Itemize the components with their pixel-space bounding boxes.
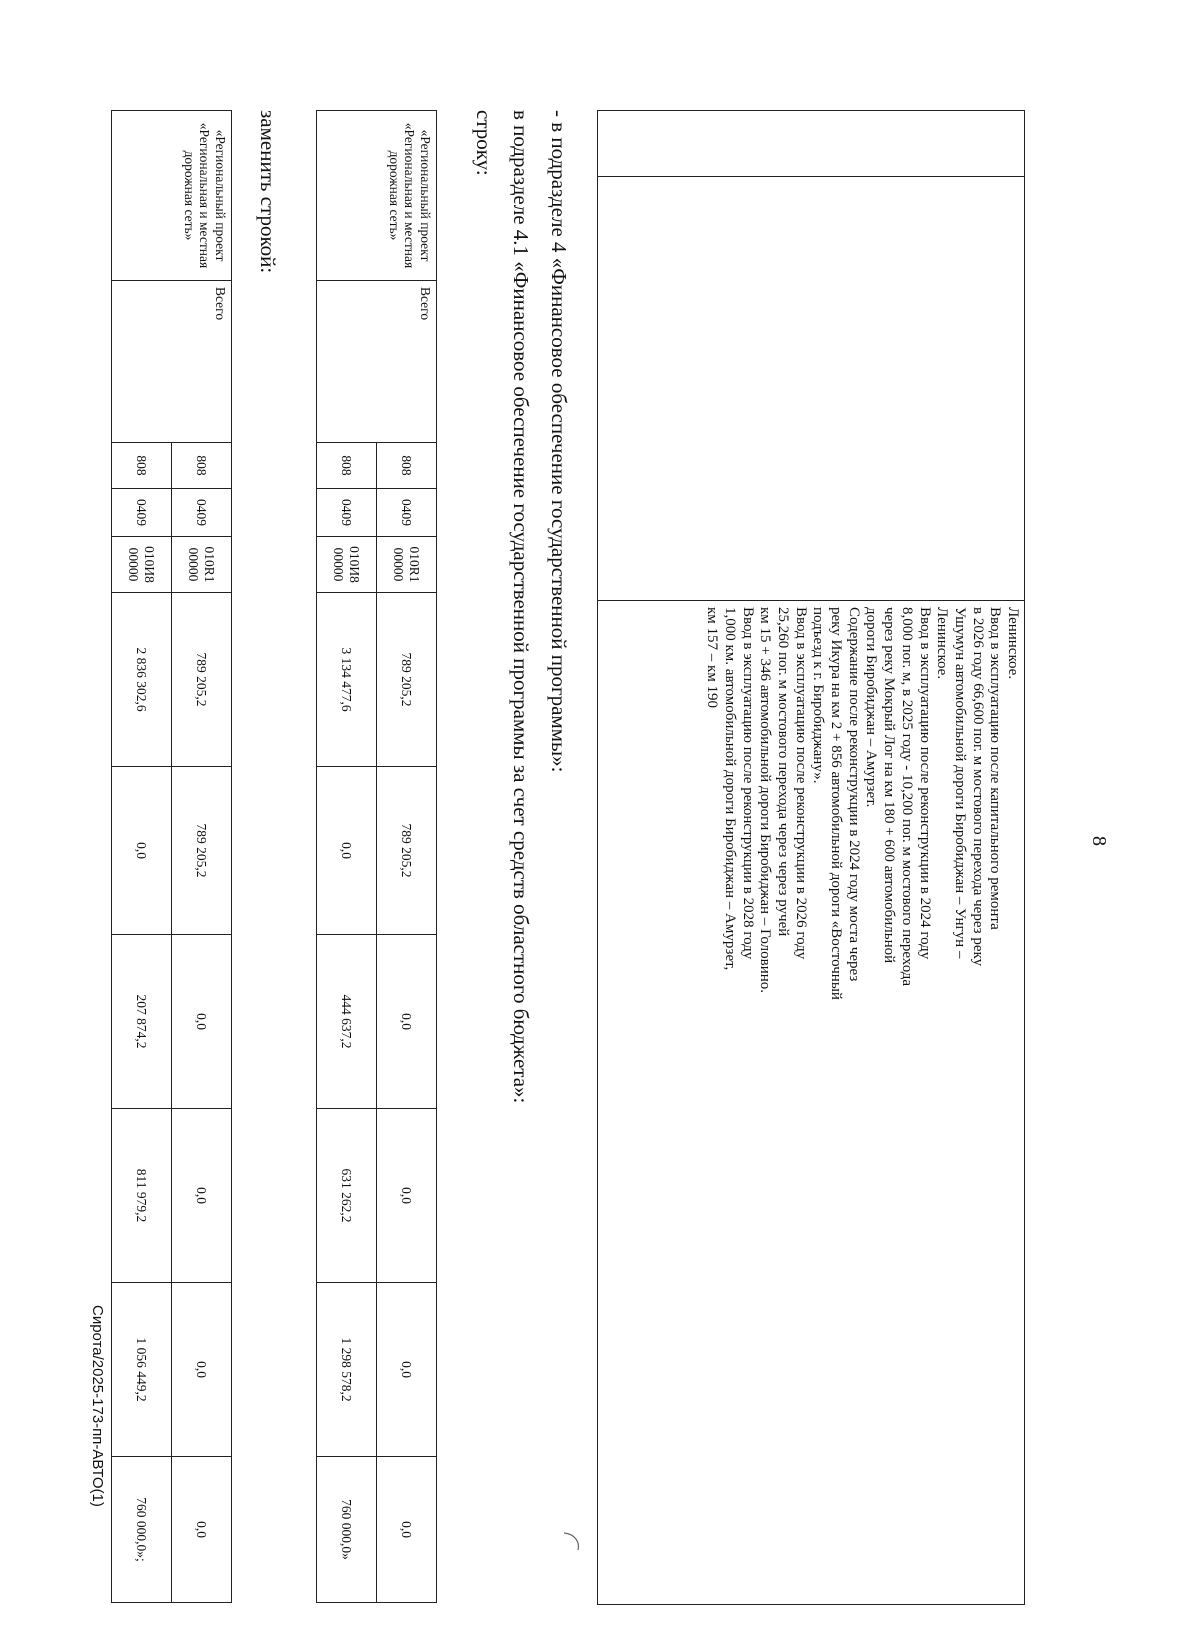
project-name: «Региональный проект «Региональная и местная дорожная сеть» [317, 111, 437, 281]
measure-line: Ленинское. [934, 607, 951, 680]
year-2027-cell: 0,0 [377, 1283, 437, 1457]
year-2028-cell: 760 000,0» [317, 1457, 377, 1603]
measures-empty-cell-1 [598, 111, 1025, 177]
year-2024-cell: 789 205,2 [172, 767, 232, 935]
measure-line: км 15 + 346 автомобильной дороги Биробиджан – Головино. [757, 607, 774, 994]
year-2028-cell: 760 000,0»; [112, 1457, 172, 1603]
measure-line: через реку Мокрый Лог на км 180 + 600 автомобильной [881, 607, 898, 964]
measure-line: Ввод в эксплуатацию после реконструкции в 2028 году [739, 607, 756, 960]
grbs-cell: 808 [112, 443, 172, 489]
year-2025-cell: 0,0 [172, 935, 232, 1109]
table-row [377, 111, 437, 1603]
year-2026-cell: 0,0 [377, 1109, 437, 1283]
year-2026-cell: 811 979,2 [112, 1109, 172, 1283]
measure-line: Содержание после реконструкции в 2024 году моста через [845, 607, 862, 982]
grbs-cell: 808 [377, 443, 437, 489]
footer-document-code: Сирота/2025-173-пп-АВТО(1) [89, 1305, 106, 1507]
year-2024-cell: 789 205,2 [377, 767, 437, 935]
year-2027-cell: 0,0 [172, 1283, 232, 1457]
project-name: «Региональный проект «Региональная и местная дорожная сеть» [112, 111, 232, 281]
rzpr-cell: 0409 [317, 489, 377, 537]
measures-table [597, 110, 1025, 1605]
measure-line: 1,000 км. автомобильной дороги Биробиджан – Амурзет, [722, 607, 738, 971]
total-label: Всего [317, 281, 437, 443]
measures-description-cell [598, 601, 1025, 1605]
measure-line: реку Икура на км 2 + 856 автомобильной дороги «Восточный [828, 607, 845, 1000]
year-2024-cell: 0,0 [112, 767, 172, 935]
measure-line: км 157 – км 190 [704, 607, 721, 709]
year-2025-cell: 207 874,2 [112, 935, 172, 1109]
instruction-section41: в подразделе 4.1 «Финансовое обеспечение государственной программы за счет средств областного бюджета»: [509, 110, 533, 1104]
total-cell: 789 205,2 [172, 593, 232, 767]
measures-description [703, 607, 1021, 1027]
total-cell: 789 205,2 [377, 593, 437, 767]
csr-cell: 010И8 00000 [317, 537, 377, 593]
year-2026-cell: 631 262,2 [317, 1109, 377, 1283]
year-2025-cell: 0,0 [377, 935, 437, 1109]
financing-table-old [316, 110, 437, 1603]
grbs-cell: 808 [172, 443, 232, 489]
measure-line: 8,000 пог. м, в 2025 году - 10,200 пог. м мостового перехода [898, 607, 915, 987]
measure-line: Ленинское. [1005, 607, 1021, 680]
instruction-row-word: строку: [472, 110, 496, 176]
instruction-replace: заменить строкой: [256, 110, 280, 274]
total-cell: 3 134 477,6 [317, 593, 377, 767]
measure-line: Ввод в эксплуатацию после капитального ремонта [987, 607, 1004, 930]
measure-line: Ввод в эксплуатацию после реконструкции в 2026 году [792, 607, 809, 960]
measure-line: подъезд к г. Биробиджану». [810, 607, 827, 784]
rzpr-cell: 0409 [172, 489, 232, 537]
measure-line: 25,260 пог. м мостового перехода через через ручей [775, 607, 792, 937]
measure-line: в 2026 году 66,600 пог. м мостового перехода через реку [969, 607, 986, 967]
year-2028-cell: 0,0 [377, 1457, 437, 1603]
pen-mark-icon [561, 1530, 581, 1552]
total-label: Всего [112, 281, 232, 443]
page-number: 8 [1088, 836, 1110, 846]
instruction-section4: - в подразделе 4 «Финансовое обеспечение государственной программы»: [547, 110, 571, 773]
year-2027-cell: 1 298 578,2 [317, 1283, 377, 1457]
rzpr-cell: 0409 [377, 489, 437, 537]
financing-table-new [111, 110, 232, 1603]
year-2024-cell: 0,0 [317, 767, 377, 935]
grbs-cell: 808 [317, 443, 377, 489]
rzpr-cell: 0409 [112, 489, 172, 537]
measure-line: Ушумун автомобильной дороги Биробиджан – Унгун – [951, 607, 968, 959]
csr-cell: 010R1 00000 [377, 537, 437, 593]
measure-line: дороги Биробиджан – Амурзет. [863, 607, 880, 808]
csr-cell: 010R1 00000 [172, 537, 232, 593]
year-2026-cell: 0,0 [172, 1109, 232, 1283]
year-2028-cell: 0,0 [172, 1457, 232, 1603]
measure-line: Ввод в эксплуатацию после реконструкции в 2024 году [916, 607, 933, 960]
year-2027-cell: 1 056 449,2 [112, 1283, 172, 1457]
total-cell: 2 836 302,6 [112, 593, 172, 767]
year-2025-cell: 444 637,2 [317, 935, 377, 1109]
csr-cell: 010И8 00000 [112, 537, 172, 593]
table-row [172, 111, 232, 1603]
measures-empty-cell-2 [598, 177, 1025, 601]
